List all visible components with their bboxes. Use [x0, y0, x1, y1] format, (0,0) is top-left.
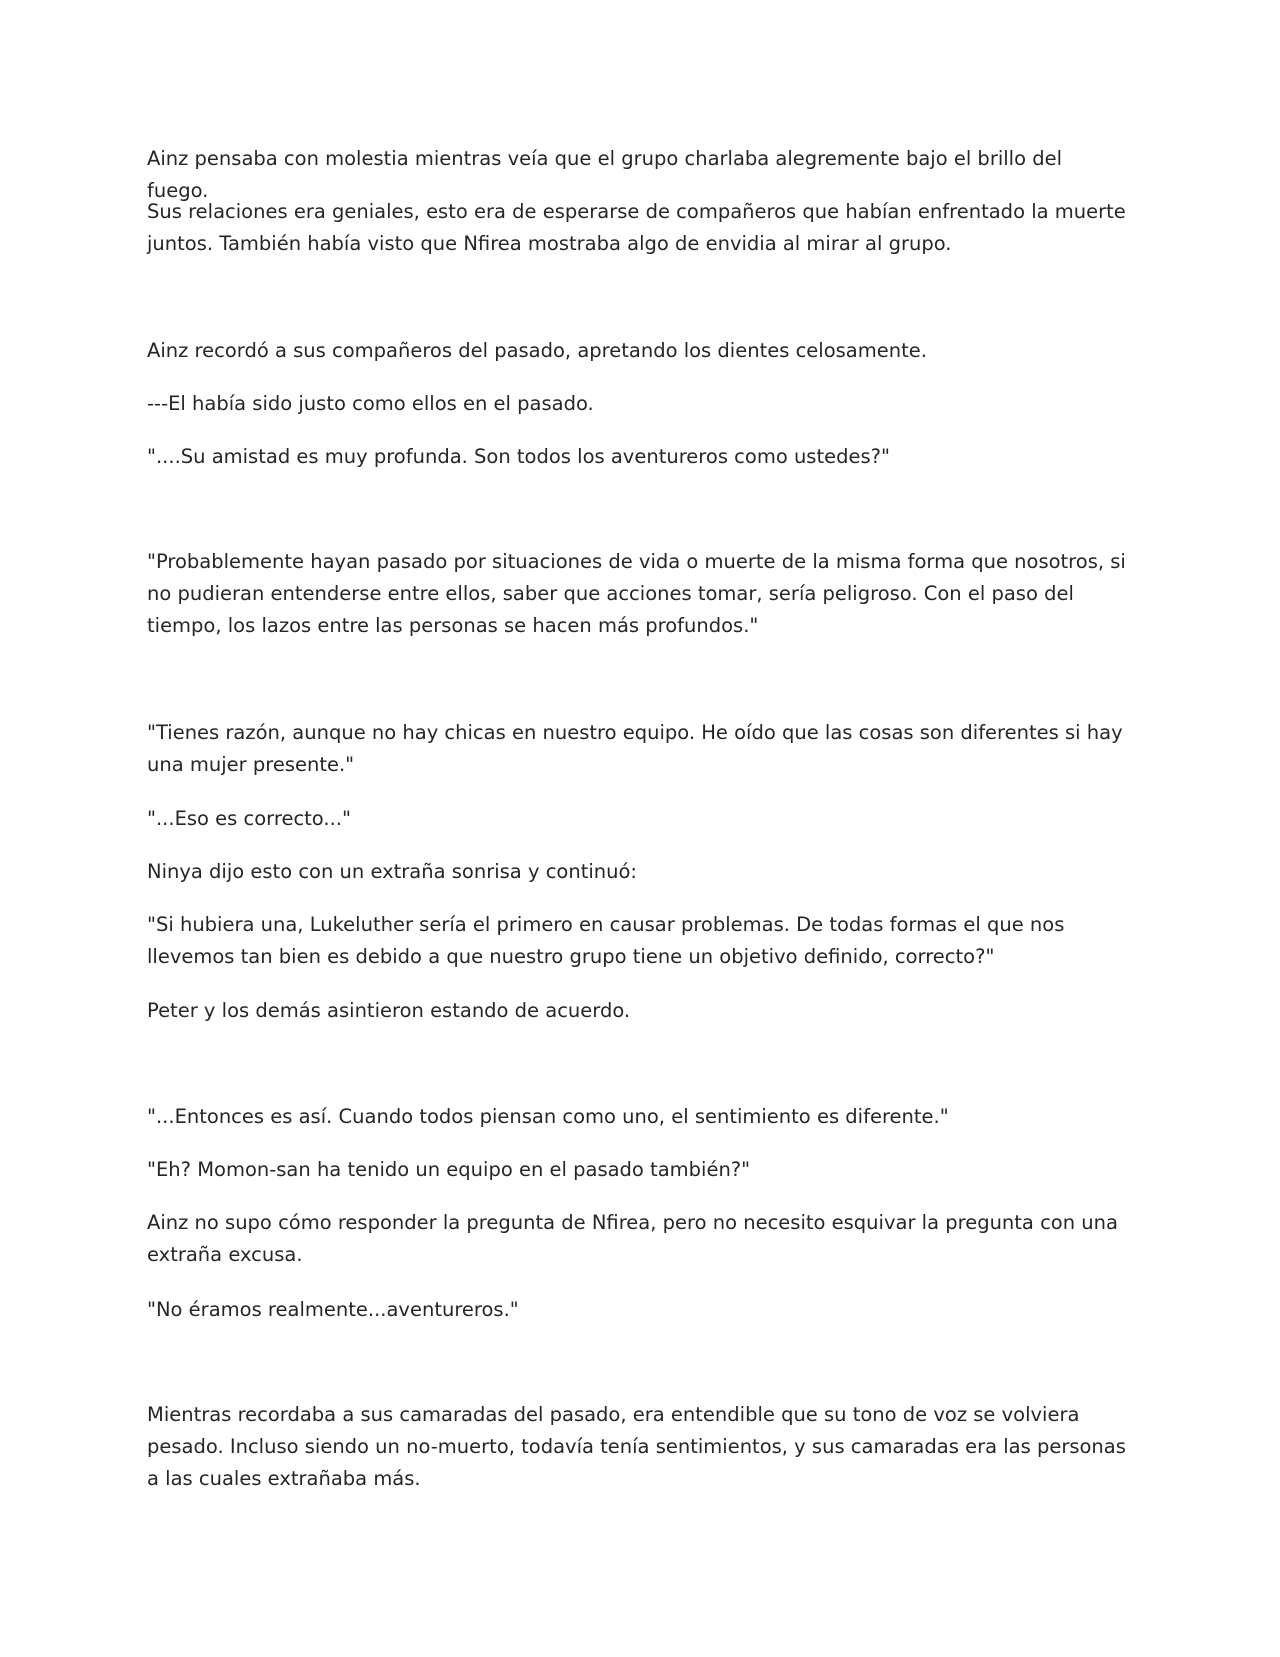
- paragraph: "Probablemente hayan pasado por situaciones de vida o muerte de la misma forma que nosotros, si no pudieran entenderse entre ellos, saber que acciones tomar, sería peligroso. Con el paso del tiempo, los lazos entre las personas se hacen más profundos.": [147, 550, 1126, 637]
- paragraph: "No éramos realmente...aventureros.": [147, 1298, 519, 1321]
- paragraph: ---El había sido justo como ellos en el pasado.: [147, 392, 594, 415]
- paragraph: Ainz pensaba con molestia mientras veía que el grupo charlaba alegremente bajo el brillo del fuego.: [147, 147, 1063, 202]
- paragraph: Ainz no supo cómo responder la pregunta de Nfirea, pero no necesito esquivar la pregunta con una extraña excusa.: [147, 1211, 1118, 1266]
- paragraph: "Eh? Momon-san ha tenido un equipo en el pasado también?": [147, 1158, 751, 1181]
- paragraph: Peter y los demás asintieron estando de acuerdo.: [147, 999, 631, 1022]
- paragraph: "...Entonces es así. Cuando todos piensan como uno, el sentimiento es diferente.": [147, 1105, 949, 1128]
- paragraph: Mientras recordaba a sus camaradas del pasado, era entendible que su tono de voz se volviera pesado. Incluso siendo un no-muerto, todavía tenía sentimientos, y sus camaradas era las personas a las cuales extrañaba más.: [147, 1403, 1126, 1490]
- paragraph: "....Su amistad es muy profunda. Son todos los aventureros como ustedes?": [147, 445, 890, 468]
- paragraph: "Si hubiera una, Lukeluther sería el primero en causar problemas. De todas formas el que nos llevemos tan bien es debido a que nuestro grupo tiene un objetivo definido, correcto?": [147, 913, 1065, 968]
- paragraph: "...Eso es correcto...": [147, 807, 351, 830]
- paragraph: Ainz recordó a sus compañeros del pasado, apretando los dientes celosamente.: [147, 339, 927, 362]
- paragraph: "Tienes razón, aunque no hay chicas en nuestro equipo. He oído que las cosas son diferentes si hay una mujer presente.": [147, 721, 1123, 776]
- paragraph: Ninya dijo esto con un extraña sonrisa y continuó:: [147, 860, 637, 883]
- paragraph: Sus relaciones era geniales, esto era de esperarse de compañeros que habían enfrentado la muerte juntos. También había visto que Nfirea mostraba algo de envidia al mirar al grupo.: [147, 200, 1126, 255]
